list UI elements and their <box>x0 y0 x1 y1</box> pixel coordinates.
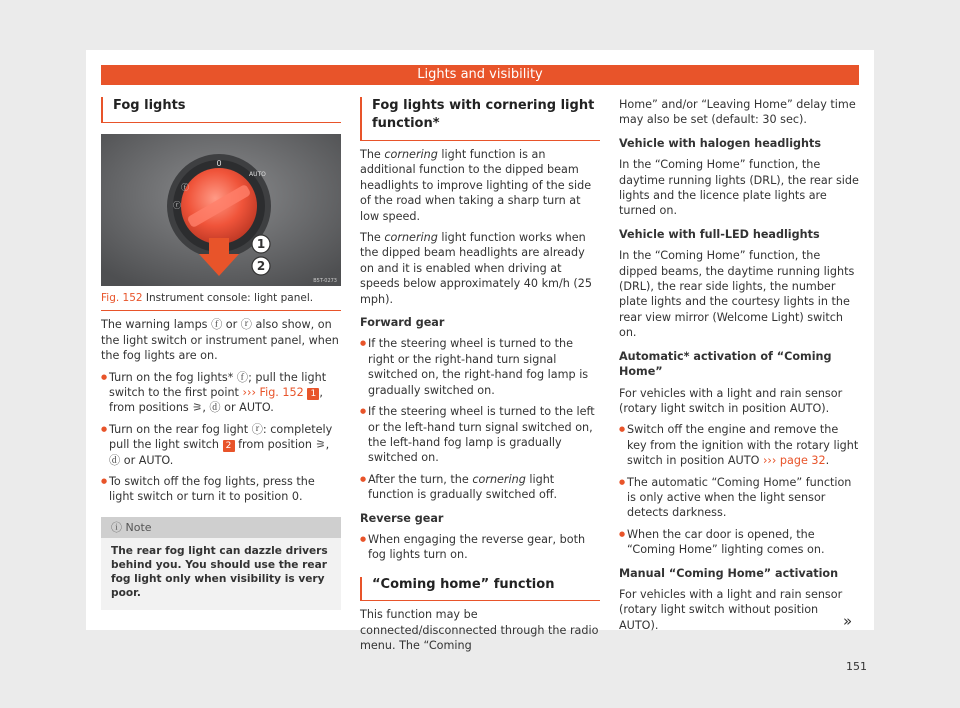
list-item-text: . <box>825 454 830 468</box>
paragraph-text: The <box>360 231 381 245</box>
list-item-text: Turn on the fog lights* ⓕ; pull the light switch to the first point <box>109 370 327 400</box>
list-item-text: Turn on the rear fog light ⓡ: completely pull the light switch <box>109 422 333 452</box>
note-header <box>101 517 341 538</box>
list-item-text: , from positions ⚞, ⓓ or AUTO. <box>109 386 323 415</box>
paragraph-text: light function is an additional function to the dipped beam headlights to improve lighting of the side of the road when taking a sharp turn at low speed. <box>360 148 592 223</box>
subheading: Manual “Coming Home” activation <box>619 566 839 580</box>
page-link[interactable]: ››› page 32 <box>762 454 826 468</box>
paragraph-text: light function works when the dipped beam headlights are already on and it is enabled when driving at speeds below approximately 40 km/h (25 mph). <box>360 231 592 306</box>
list-item-text: from position ⚞, ⓓ or AUTO. <box>109 438 330 467</box>
section-title-coming-home: “Coming home” function <box>360 577 600 601</box>
callout-number: 2 <box>223 440 235 452</box>
info-icon: ⓘ <box>111 520 122 534</box>
light-switch-illustration <box>101 134 341 286</box>
list-item-text: light function is gradually switched off. <box>368 472 558 502</box>
paragraph-text: The <box>360 148 381 161</box>
dial-position-zero: 0 <box>216 159 222 168</box>
note-text: The rear fog light can dazzle drivers behind you. You should use the rear fog light only when visibility is very poor. <box>111 545 328 600</box>
paragraph: In the “Coming Home” function, the dipped beams, the daytime running lights (DRL), the rear side lights, the number plate lights and the courtesy lights in the rear view mirror (Welcome Light) switch on. <box>619 249 855 340</box>
list-item-text: Switch off the engine and remove the key from the ignition with the rotary light switch in position AUTO <box>627 423 859 468</box>
note-label: Note <box>125 520 152 534</box>
column-fog-lights <box>101 97 341 610</box>
list-item <box>101 422 341 468</box>
list-item: ● If the steering wheel is turned to the right or the right-hand turn signal switched on, the right-hand fog lamp is gradually switched on. <box>360 336 600 398</box>
paragraph: The warning lamps ⓕ or ⓡ also show, on the light switch or instrument panel, when the fog lights are on. <box>101 318 339 363</box>
paragraph <box>360 147 600 224</box>
paragraph: For vehicles with a light and rain sensor (rotary light switch without position AUTO). <box>619 587 843 632</box>
list-item: ● When engaging the reverse gear, both fog lights turn on. <box>360 532 600 563</box>
list-item: ● The automatic “Coming Home” function is only active when the light sensor detects darkness. <box>619 475 859 521</box>
dial-position-auto: AUTO <box>249 171 266 178</box>
light-switch-figure <box>101 134 341 286</box>
list-item: ● To switch off the fog lights, press the light switch or turn it to position 0. <box>101 474 341 505</box>
list-item: ● If the steering wheel is turned to the left or the left-hand turn signal switched on, the left-hand fog lamp is gradually switched on. <box>360 404 600 466</box>
emphasis-text: cornering <box>384 231 438 245</box>
note-box <box>101 517 341 610</box>
emphasis-text: cornering <box>384 148 438 161</box>
figure-number: Fig. 152 <box>101 292 143 304</box>
figure-link[interactable]: ››› Fig. 152 <box>242 386 304 400</box>
subheading: Vehicle with full-LED headlights <box>619 227 820 241</box>
front-fog-symbol: ⓕ <box>181 183 189 192</box>
chapter-header: Lights and visibility <box>101 65 859 85</box>
list-item-text: After the turn, the <box>368 472 469 486</box>
callout-number: 1 <box>307 388 319 400</box>
continue-marker: » <box>843 612 853 630</box>
list-item <box>619 422 859 468</box>
subheading: Reverse gear <box>360 511 444 525</box>
column-coming-home <box>619 97 859 633</box>
paragraph: This function may be connected/disconnected through the radio menu. The “Coming <box>360 608 599 652</box>
figure-caption-text: Instrument console: light panel. <box>145 292 314 304</box>
list-item: ● When the car door is opened, the “Coming Home” lighting comes on. <box>619 527 859 558</box>
list-item <box>101 370 341 416</box>
section-title: Fog lights with cornering light function* <box>360 97 600 141</box>
paragraph: Home” and/or “Leaving Home” delay time may also be set (default: 30 sec). <box>619 98 856 127</box>
subheading: Vehicle with halogen headlights <box>619 136 822 150</box>
subheading: Automatic* activation of “Coming Home” <box>619 349 832 379</box>
marker-1: 1 <box>256 237 266 251</box>
marker-2: 2 <box>256 259 266 273</box>
section-title: Fog lights <box>101 97 341 123</box>
page-number: 151 <box>846 660 867 673</box>
paragraph: For vehicles with a light and rain sensor (rotary light switch in position AUTO). <box>619 386 843 415</box>
paragraph <box>360 230 600 307</box>
subheading: Forward gear <box>360 316 445 330</box>
figure-caption <box>101 291 341 311</box>
paragraph: In the “Coming Home” function, the daytime running lights (DRL), the rear side lights and the licence plate lights are turned on. <box>619 158 859 218</box>
column-cornering-light <box>360 97 600 653</box>
list-item <box>360 472 600 503</box>
figure-code: B5T-0273 <box>313 278 337 284</box>
emphasis-text: cornering <box>472 472 526 486</box>
rear-fog-symbol: ⓡ <box>173 201 181 210</box>
